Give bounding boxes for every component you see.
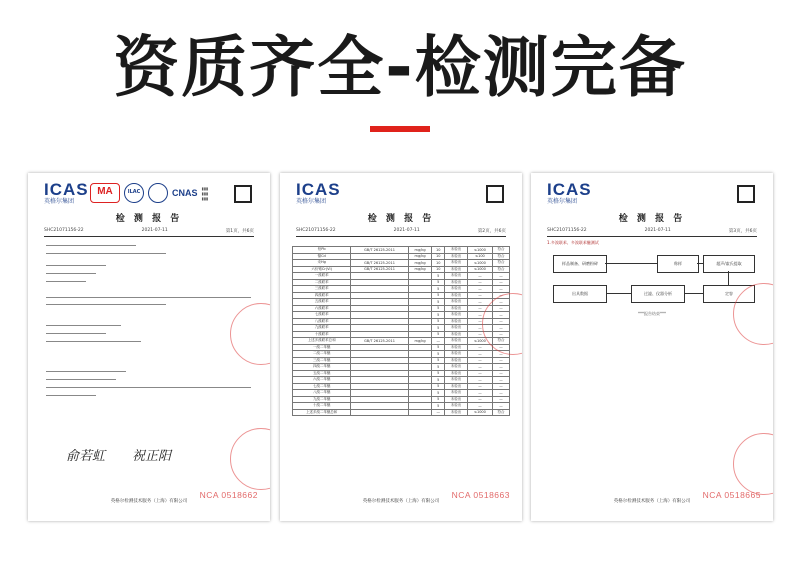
table-cell: 未检出 <box>445 266 468 273</box>
table-cell: 5 <box>432 331 445 338</box>
table-cell: — <box>493 396 510 403</box>
flow-box: 称样 <box>657 255 699 273</box>
table-cell: 5 <box>432 325 445 332</box>
table-cell: — <box>493 279 510 286</box>
table-cell: 5 <box>432 344 445 351</box>
globe-icon <box>148 183 168 203</box>
table-cell: 镉Cd <box>293 253 351 260</box>
table-cell: 未检出 <box>445 344 468 351</box>
table-cell: GB/T 26125-2011 <box>351 260 408 267</box>
table-cell: 七溴联苯 <box>293 312 351 319</box>
icas-logo: ICAS 英格尔集团 <box>44 180 89 205</box>
flow-arrow <box>728 271 729 285</box>
table-cell: — <box>493 299 510 306</box>
table-cell <box>351 409 408 416</box>
table-cell: — <box>467 312 492 319</box>
results-table <box>292 246 510 416</box>
table-cell: 5 <box>432 370 445 377</box>
table-cell: 十溴联苯 <box>293 331 351 338</box>
table-cell: 5 <box>432 292 445 299</box>
table-cell: 未检出 <box>445 338 468 345</box>
table-cell: — <box>467 377 492 384</box>
table-cell: 5 <box>432 377 445 384</box>
text-line <box>46 395 96 396</box>
table-cell <box>408 409 432 416</box>
table-cell: 5 <box>432 312 445 319</box>
table-cell: 未检出 <box>445 370 468 377</box>
table-cell: 符合 <box>493 247 510 254</box>
table-cell: 未检出 <box>445 364 468 371</box>
table-cell: — <box>493 370 510 377</box>
table-cell: 九溴联苯 <box>293 325 351 332</box>
qr-code-icon <box>737 185 755 203</box>
table-cell: — <box>493 305 510 312</box>
seal-stamp-icon <box>230 428 270 490</box>
table-cell: 一溴联苯 <box>293 273 351 280</box>
table-cell: 十溴二苯醚 <box>293 403 351 410</box>
table-cell: 未检出 <box>445 292 468 299</box>
table-cell: 未检出 <box>445 325 468 332</box>
table-cell: GB/T 26125-2011 <box>351 338 408 345</box>
table-cell: 未检出 <box>445 409 468 416</box>
table-cell: 5 <box>432 299 445 306</box>
table-cell: — <box>467 305 492 312</box>
table-cell: 未检出 <box>445 273 468 280</box>
table-cell: — <box>467 273 492 280</box>
header-rule <box>44 236 254 237</box>
report-page-2[interactable] <box>280 173 522 521</box>
table-cell: 未检出 <box>445 331 468 338</box>
icas-logo: ICAS 英格尔集团 <box>547 180 592 205</box>
table-cell: — <box>493 325 510 332</box>
table-cell: 一溴二苯醚 <box>293 344 351 351</box>
table-cell: — <box>467 364 492 371</box>
table-cell: 5 <box>432 383 445 390</box>
table-cell: 10 <box>432 266 445 273</box>
table-cell: 九溴二苯醚 <box>293 396 351 403</box>
report-title: 检 测 报 告 <box>367 214 435 224</box>
table-cell: — <box>493 331 510 338</box>
table-cell: 未检出 <box>445 253 468 260</box>
table-cell: — <box>493 351 510 358</box>
ilac-mark-icon: ▮▮▮ ▮▮▮ ▮▮▮ <box>201 185 209 201</box>
flow-arrow <box>683 293 703 294</box>
table-cell: — <box>432 409 445 416</box>
table-cell: 未检出 <box>445 351 468 358</box>
table-cell: — <box>493 377 510 384</box>
table-cell: GB/T 26125-2011 <box>351 266 408 273</box>
company-name: 英格尔检测技术服务（上海）有限公司 <box>362 499 440 504</box>
table-cell: 二溴联苯 <box>293 279 351 286</box>
table-cell: 未检出 <box>445 286 468 293</box>
table-cell: — <box>467 325 492 332</box>
table-cell: 六溴联苯 <box>293 305 351 312</box>
text-line <box>46 273 96 274</box>
ma-badge-icon: MA <box>90 183 120 203</box>
table-cell: — <box>467 331 492 338</box>
cnas-badge-icon: CNAS <box>172 188 198 198</box>
table-cell: — <box>493 383 510 390</box>
nca-number: NCA 0518662 <box>199 490 258 500</box>
text-line <box>46 297 251 298</box>
table-cell: 未检出 <box>445 260 468 267</box>
text-line <box>46 387 251 388</box>
company-name: 英格尔检测技术服务（上海）有限公司 <box>110 499 188 504</box>
table-cell: 八溴二苯醚 <box>293 390 351 397</box>
table-cell: — <box>493 390 510 397</box>
table-cell: 5 <box>432 279 445 286</box>
table-cell: — <box>432 338 445 345</box>
nca-number: NCA 0518663 <box>451 490 510 500</box>
table-cell: 5 <box>432 403 445 410</box>
table-cell: 三溴联苯 <box>293 286 351 293</box>
report-title: 检 测 报 告 <box>618 214 686 224</box>
table-cell: 符合 <box>493 253 510 260</box>
table-cell: 5 <box>432 396 445 403</box>
table-cell: — <box>467 286 492 293</box>
table-cell: 5 <box>432 305 445 312</box>
table-cell: ≤100 <box>467 253 492 260</box>
report-page-1[interactable] <box>28 173 270 521</box>
table-cell: — <box>467 390 492 397</box>
text-line <box>46 304 166 305</box>
table-cell: 符合 <box>493 260 510 267</box>
text-line <box>46 253 166 254</box>
table-cell: 5 <box>432 286 445 293</box>
table-cell: — <box>493 286 510 293</box>
table-cell: 未检出 <box>445 247 468 254</box>
header-rule <box>296 236 506 237</box>
title-underline <box>370 126 430 132</box>
flow-arrow <box>605 263 657 264</box>
signature-2: 祝正阳 <box>132 449 172 464</box>
qr-code-icon <box>486 185 504 203</box>
text-line <box>46 281 86 282</box>
seal-stamp-icon <box>230 303 270 365</box>
table-cell: ≤1000 <box>467 260 492 267</box>
table-cell: mg/kg <box>408 266 432 273</box>
table-cell: 未检出 <box>445 390 468 397</box>
table-cell: 未检出 <box>445 279 468 286</box>
table-cell: ≤1000 <box>467 409 492 416</box>
table-cell: 汞Hg <box>293 260 351 267</box>
company-name: 英格尔检测技术服务（上海）有限公司 <box>613 499 691 504</box>
table-cell: 5 <box>432 364 445 371</box>
qr-code-icon <box>234 185 252 203</box>
table-cell: 符合 <box>493 338 510 345</box>
table-cell: — <box>467 383 492 390</box>
table-cell: 未检出 <box>445 312 468 319</box>
table-cell: 未检出 <box>445 299 468 306</box>
table-cell: — <box>467 344 492 351</box>
header-rule <box>547 236 757 237</box>
table-cell: 10 <box>432 253 445 260</box>
table-cell: — <box>493 364 510 371</box>
flow-box: 样品制备、研磨粉碎 <box>553 255 607 273</box>
table-cell: 未检出 <box>445 396 468 403</box>
table-cell: — <box>493 312 510 319</box>
table-cell: — <box>467 357 492 364</box>
report-page-3[interactable] <box>531 173 773 521</box>
table-cell: mg/kg <box>408 260 432 267</box>
table-cell: — <box>493 344 510 351</box>
table-cell: — <box>493 273 510 280</box>
table-cell: 五溴二苯醚 <box>293 370 351 377</box>
flow-arrow <box>605 293 631 294</box>
table-cell: 5 <box>432 390 445 397</box>
signature-1: 俞若虹 <box>66 449 106 464</box>
report-end-note: ***报告结束*** <box>638 311 666 316</box>
table-cell: mg/kg <box>408 338 432 345</box>
flow-title: 1.多溴联苯、多溴联苯醚测试 <box>547 240 599 245</box>
table-cell: 10 <box>432 260 445 267</box>
table-cell: — <box>467 318 492 325</box>
text-line <box>46 341 141 342</box>
table-cell: 5 <box>432 318 445 325</box>
report-meta: SHC21071156-22 2021-07-11 第1页，共6页 <box>44 228 254 234</box>
flow-box: 定容 <box>703 285 755 303</box>
table-cell: — <box>467 396 492 403</box>
report-meta: SHC21071156-22 2021-07-11 第3页，共6页 <box>547 228 757 234</box>
flow-box: 超声/索氏提取 <box>703 255 755 273</box>
report-title: 检 测 报 告 <box>115 214 183 224</box>
table-cell: 六溴二苯醚 <box>293 377 351 384</box>
table-cell: 七溴二苯醚 <box>293 383 351 390</box>
flow-box: 出具数据 <box>553 285 607 303</box>
table-cell: GB/T 26125-2011 <box>351 247 408 254</box>
table-cell: 四溴联苯 <box>293 292 351 299</box>
seal-stamp-icon <box>733 433 773 495</box>
table-cell: — <box>493 292 510 299</box>
ilac-circle-icon: ILAC <box>124 183 144 203</box>
table-cell: 未检出 <box>445 318 468 325</box>
table-cell: 二溴二苯醚 <box>293 351 351 358</box>
table-cell: — <box>467 299 492 306</box>
icas-logo: ICAS 英格尔集团 <box>296 180 341 205</box>
text-line <box>46 333 106 334</box>
table-cell: — <box>467 403 492 410</box>
table-cell: — <box>467 351 492 358</box>
text-line <box>46 245 136 246</box>
table-cell: ≤1000 <box>467 247 492 254</box>
text-line <box>46 371 126 372</box>
table-cell: 10 <box>432 247 445 254</box>
table-cell: 5 <box>432 357 445 364</box>
table-cell: ≤1000 <box>467 266 492 273</box>
table-cell: — <box>467 292 492 299</box>
table-cell: 未检出 <box>445 305 468 312</box>
text-line <box>46 265 106 266</box>
table-cell: 未检出 <box>445 377 468 384</box>
table-cell: 5 <box>432 273 445 280</box>
table-cell: 四溴二苯醚 <box>293 364 351 371</box>
table-cell: mg/kg <box>408 253 432 260</box>
table-cell: 铅Pb <box>293 247 351 254</box>
table-cell: 未检出 <box>445 383 468 390</box>
table-cell: 符合 <box>493 266 510 273</box>
table-cell: — <box>493 403 510 410</box>
table-cell: 上述多溴二苯醚总和 <box>293 409 351 416</box>
table-cell: — <box>493 318 510 325</box>
table-row <box>293 409 510 416</box>
page-title: 资质齐全-检测完备 <box>113 29 687 106</box>
table-cell: 六价铬Cr(VI) <box>293 266 351 273</box>
table-cell: — <box>467 279 492 286</box>
flow-box: 过滤、仪器分析 <box>631 285 685 303</box>
table-cell: 上述多溴联苯总和 <box>293 338 351 345</box>
nca-number: NCA 0518665 <box>702 490 761 500</box>
table-cell: 五溴联苯 <box>293 299 351 306</box>
table-cell: 符合 <box>493 409 510 416</box>
cert-badges <box>90 183 208 203</box>
table-cell: 三溴二苯醚 <box>293 357 351 364</box>
table-cell: — <box>493 357 510 364</box>
table-cell: — <box>467 370 492 377</box>
table-cell: mg/kg <box>408 247 432 254</box>
table-cell: ≤1000 <box>467 338 492 345</box>
text-line <box>46 325 121 326</box>
table-cell: 未检出 <box>445 357 468 364</box>
table-cell: 八溴联苯 <box>293 318 351 325</box>
table-cell: 5 <box>432 351 445 358</box>
text-line <box>46 379 116 380</box>
report-meta: SHC21071156-22 2021-07-11 第2页，共6页 <box>296 228 506 234</box>
table-cell: 未检出 <box>445 403 468 410</box>
